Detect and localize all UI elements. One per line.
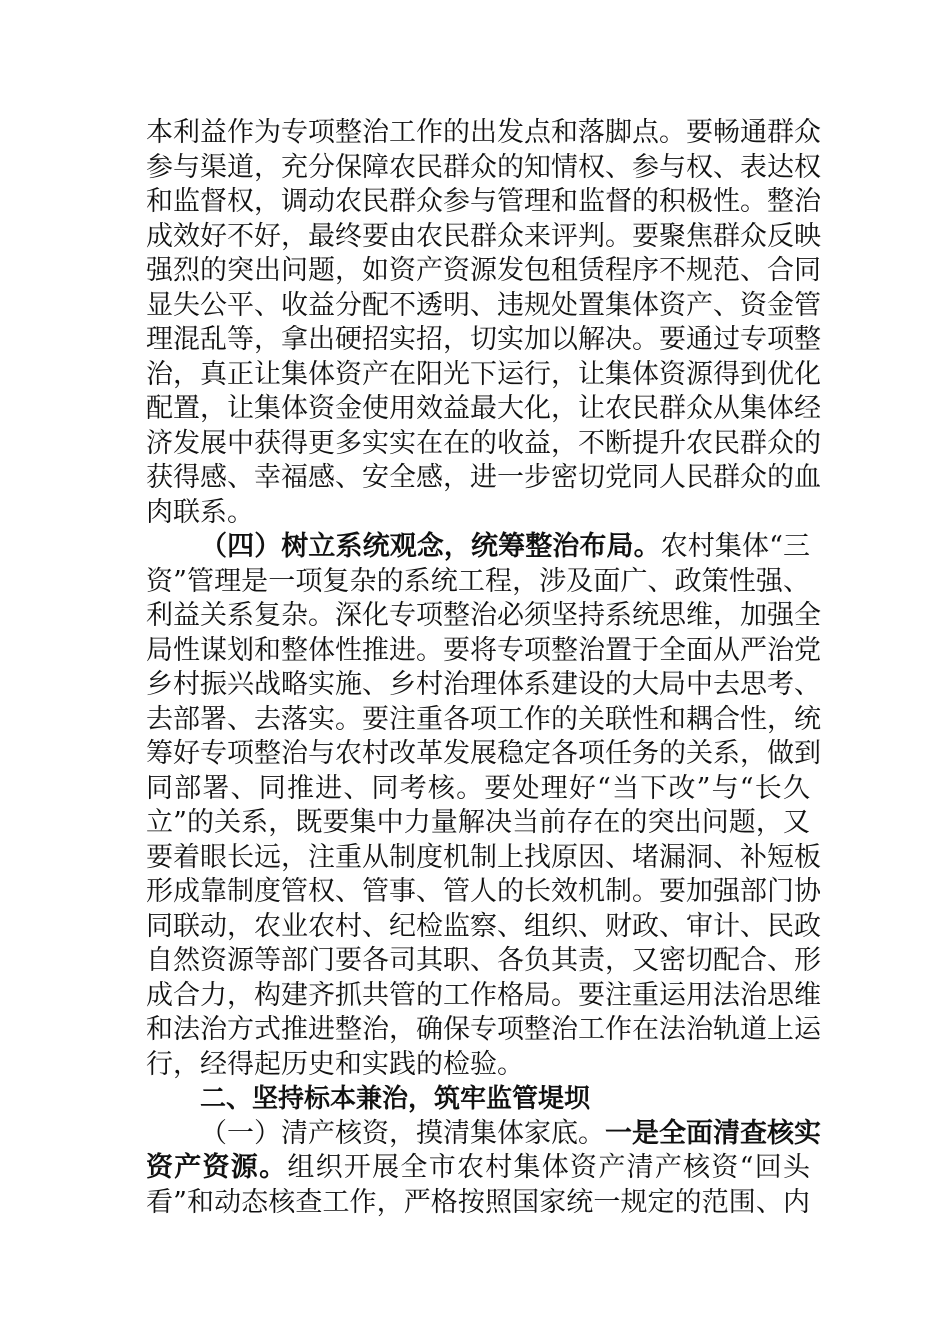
line-text: 农村集体“三 (660, 531, 811, 562)
body-line (146, 1013, 821, 1048)
body-line (146, 427, 821, 462)
line-text: 和监督权，调动农民群众参与管理和监督的积极性。整治 (146, 186, 821, 217)
body-line (146, 358, 821, 393)
body-line (146, 944, 821, 979)
body-line (146, 496, 810, 531)
line-text: 获得感、幸福感、安全感，进一步密切党同人民群众的血 (146, 462, 821, 493)
body-line (146, 289, 821, 324)
body-line (146, 116, 821, 151)
line-text: 利益关系复杂。深化专项整治必须坚持系统思维，加强全 (146, 600, 821, 631)
line-text: 强烈的突出问题，如资产资源发包租赁程序不规范、合同 (146, 255, 821, 286)
line-text: 形成靠制度管权、管事、管人的长效机制。要加强部门协 (146, 876, 821, 907)
line-text: 成效好不好，最终要由农民群众来评判。要聚焦群众反映 (146, 220, 821, 252)
section-paragraph-start (146, 530, 810, 565)
body-line (146, 668, 821, 703)
line-text: 组织开展全市农村集体资产清产核资“回头 (287, 1152, 811, 1183)
bold-lead: 一是全面清查核实 (605, 1117, 821, 1149)
body-line (146, 185, 821, 220)
section-heading-text: 二、坚持标本兼治，筑牢监管堤坝 (200, 1084, 591, 1114)
line-text: 和法治方式推进整治，确保专项整治工作在法治轨道上运 (146, 1014, 821, 1045)
line-text: （一）清产核资，摸清集体家底。 (200, 1117, 605, 1149)
body-line (146, 634, 821, 669)
body-line (146, 875, 821, 910)
body-line (146, 565, 810, 600)
body-line (146, 254, 821, 289)
body-line (146, 979, 821, 1014)
line-text: 本利益作为专项整治工作的出发点和落脚点。要畅通群众 (146, 117, 821, 148)
line-text: 肉联系。 (146, 496, 254, 528)
body-line (146, 841, 821, 876)
bold-lead: 资产资源。 (146, 1152, 288, 1183)
subsection-title: （四）树立系统观念，统筹整治布局。 (200, 531, 661, 562)
line-text: 行，经得起历史和实践的检验。 (146, 1048, 524, 1080)
body-line (146, 392, 821, 427)
line-text: 看”和动态核查工作，严格按照国家统一规定的范围、内 (146, 1186, 810, 1218)
body-line (146, 461, 821, 496)
line-text: 济发展中获得更多实实在在的收益，不断提升农民群众的 (146, 427, 821, 459)
line-text: 局性谋划和整体性推进。要将专项整治置于全面从严治党 (146, 634, 821, 666)
line-text: 资”管理是一项复杂的系统工程，涉及面广、政策性强、 (146, 565, 810, 597)
line-text: 同部署、同推进、同考核。要处理好“当下改”与“长久 (146, 772, 810, 804)
body-line (146, 220, 821, 255)
line-text: 治，真正让集体资产在阳光下运行，让集体资源得到优化 (146, 358, 821, 390)
body-line (146, 737, 821, 772)
line-text: 理混乱等，拿出硬招实招，切实加以解决。要通过专项整 (146, 324, 821, 355)
line-text: 去部署、去落实。要注重各项工作的关联性和耦合性，统 (146, 703, 821, 735)
line-text: 同联动，农业农村、纪检监察、组织、财政、审计、民政 (146, 910, 821, 942)
line-text: 立”的关系，既要集中力量解决当前存在的突出问题，又 (146, 807, 810, 838)
body-line (146, 1151, 810, 1186)
line-text: 成合力，构建齐抓共管的工作格局。要注重运用法治思维 (146, 979, 821, 1011)
body-line (146, 772, 810, 807)
body-line (146, 1186, 810, 1221)
line-text: 筹好专项整治与农村改革发展稳定各项任务的关系，做到 (146, 738, 821, 769)
body-line (146, 806, 810, 841)
section-heading (146, 1082, 810, 1117)
line-text: 自然资源等部门要各司其职、各负其责，又密切配合、形 (146, 945, 821, 976)
body-line (146, 910, 821, 945)
line-text: 乡村振兴战略实施、乡村治理体系建设的大局中去思考、 (146, 669, 821, 700)
body-line (146, 1048, 810, 1083)
body-line (146, 151, 821, 186)
body-line (146, 703, 821, 738)
document-body (146, 116, 821, 1220)
line-text: 要着眼长远，注重从制度机制上找原因、堵漏洞、补短板 (146, 841, 821, 873)
line-text: 显失公平、收益分配不透明、违规处置集体资产、资金管 (146, 289, 821, 321)
body-line (146, 599, 821, 634)
section-paragraph-start (146, 1117, 821, 1152)
line-text: 配置，让集体资金使用效益最大化，让农民群众从集体经 (146, 393, 821, 424)
body-line (146, 323, 821, 358)
line-text: 参与渠道，充分保障农民群众的知情权、参与权、表达权 (146, 151, 821, 183)
